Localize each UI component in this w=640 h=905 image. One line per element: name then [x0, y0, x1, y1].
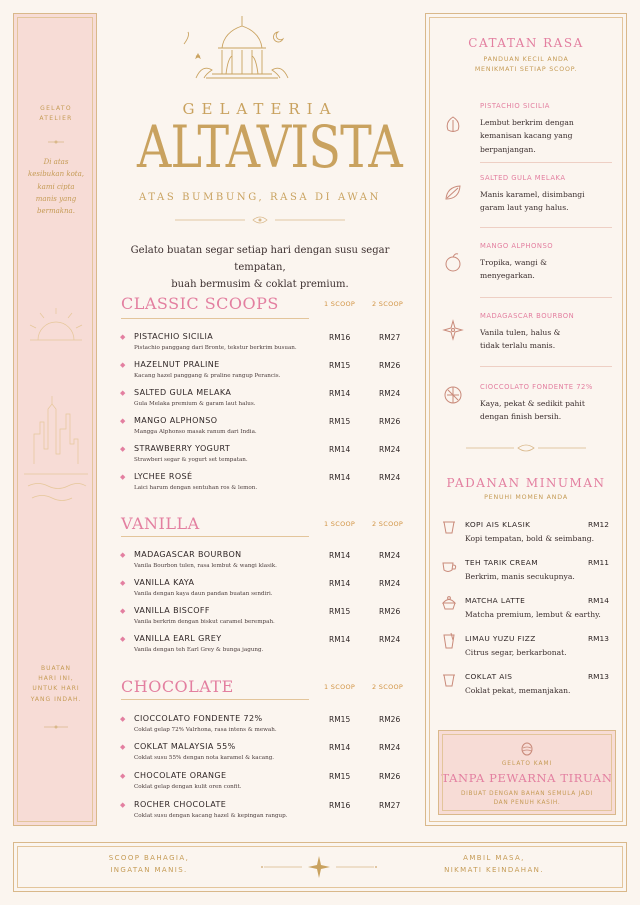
note-desc-line: Lembut berkrim dengan: [480, 118, 574, 127]
diamond-bullet-icon: ◆: [120, 333, 126, 341]
strip-script-line: Di atas: [43, 158, 69, 166]
note-rule: [480, 227, 612, 228]
note-desc-line: Manis karamel, disimbangi: [480, 190, 585, 199]
menu-item: [120, 800, 420, 826]
right-panel: [425, 13, 627, 826]
drink-desc: Coklat pekat, memanjakan.: [465, 686, 571, 695]
price-2scoop: RM24: [379, 445, 401, 454]
menu-item: [120, 360, 420, 386]
strip-script-line: kami cipta: [37, 182, 75, 191]
tasting-title: CATATAN RASA: [468, 36, 584, 50]
section-title-chocolate: CHOCOLATE: [121, 677, 234, 696]
brand-tagline: ATAS BUMBUNG, RASA DI AWAN: [139, 192, 381, 203]
menu-item: [120, 634, 420, 660]
drink-desc: Berkrim, manis secukupnya.: [465, 572, 575, 581]
note-desc-line: Vanila tulen, halus &: [480, 328, 561, 337]
price-1scoop: RM15: [329, 772, 351, 781]
strip-script-line: bermakna.: [37, 207, 75, 215]
intro-line: buah bermusim & coklat premium.: [171, 279, 349, 290]
diamond-bullet-icon: ◆: [120, 473, 126, 481]
price-1scoop: RM15: [329, 715, 351, 724]
note-desc: [480, 256, 610, 283]
cocoa-icon: [442, 384, 464, 406]
note-desc: [480, 397, 610, 424]
brand-small: GELATERIA: [182, 100, 338, 118]
price-2scoop: RM26: [379, 361, 401, 370]
note-desc-line: garam laut yang halus.: [480, 203, 569, 213]
drink-price: RM13: [588, 634, 609, 643]
item-name: VANILLA BISCOFF: [134, 606, 210, 615]
item-desc: Strawberi segar & yogurt set tempatan.: [134, 457, 248, 463]
strip-script-line: manis yang: [35, 194, 77, 203]
note-desc: [480, 116, 610, 156]
price-1scoop: RM16: [329, 333, 351, 342]
item-desc: Pistachio panggang dari Bronte, tekstur berkrim busuan.: [134, 345, 297, 351]
drink-name: COKLAT AIS: [465, 672, 513, 681]
leaf-icon: [442, 182, 464, 204]
note-desc: [480, 188, 610, 215]
note-desc-line: Tropika, wangi &: [480, 258, 547, 267]
strip-footer-line: HARI INI,: [38, 675, 74, 683]
menu-item: [120, 472, 420, 498]
col-head-2scoop: 2 SCOOP: [372, 520, 404, 528]
menu-item: [120, 606, 420, 632]
col-head-2scoop: 2 SCOOP: [372, 300, 404, 308]
intro-line: Gelato buatan segar setiap hari dengan susu segar tempatan,: [130, 245, 390, 273]
menu-item: [120, 388, 420, 414]
strip-divider-icon: [14, 137, 98, 147]
intro-text: [112, 242, 408, 293]
item-name: MANGO ALPHONSO: [134, 416, 218, 425]
menu-item: [120, 578, 420, 604]
item-desc: Mangga Alphonso masak ranum dari India.: [134, 429, 257, 435]
price-1scoop: RM14: [329, 635, 351, 644]
note-desc-line: dengan finish bersih.: [480, 412, 562, 422]
item-name: PISTACHIO SICILIA: [134, 332, 214, 341]
col-head-2scoop: 2 SCOOP: [372, 683, 404, 691]
menu-item: [120, 550, 420, 576]
footer-left: [94, 853, 204, 877]
item-name: CIOCCOLATO FONDENTE 72%: [134, 714, 263, 723]
strip-title-line: ATELIER: [39, 114, 73, 122]
item-name: LYCHEE ROSÉ: [134, 472, 193, 481]
drink-name: MATCHA LATTE: [465, 596, 526, 605]
note-name: MADAGASCAR BOURBON: [480, 312, 575, 320]
no-coloring-badge: [438, 730, 616, 815]
cup-icon: [440, 517, 458, 535]
price-1scoop: RM14: [329, 445, 351, 454]
diamond-bullet-icon: ◆: [120, 417, 126, 425]
drink-name: LIMAU YUZU FIZZ: [465, 634, 536, 643]
menu-item: [120, 332, 420, 358]
note-name: MANGO ALPHONSO: [480, 242, 554, 250]
note-rule: [480, 366, 612, 367]
strip-footer-line: YANG INDAH.: [30, 695, 82, 703]
note-desc: [480, 326, 610, 353]
strip-footer-line: BUATAN: [41, 665, 71, 672]
badge-sub: [439, 790, 615, 809]
note-desc-line: Kaya, pekat & sedikit pahit: [480, 399, 585, 408]
menu-item: [120, 742, 420, 768]
diamond-bullet-icon: ◆: [120, 743, 126, 751]
drink-desc: Kopi tempatan, bold & seimbang.: [465, 534, 595, 543]
tasting-sub-line: PANDUAN KECIL ANDA: [483, 56, 569, 63]
tasting-sub-line: MENIKMATI SETIAP SCOOP.: [474, 66, 578, 74]
drink-name: KOPI AIS KLASIK: [465, 520, 531, 529]
price-2scoop: RM26: [379, 772, 401, 781]
item-desc: Vanila Bourbon tulen, rasa lembut & wangi klasik.: [134, 563, 277, 569]
diamond-bullet-icon: ◆: [120, 389, 126, 397]
teacup-icon: [440, 557, 458, 575]
price-2scoop: RM24: [379, 579, 401, 588]
section-rule: [121, 318, 309, 319]
tasting-sub: [426, 55, 626, 75]
footer-right: [424, 853, 564, 877]
diamond-bullet-icon: ◆: [120, 579, 126, 587]
note-desc-line: kemanisan kacang yang: [480, 131, 573, 141]
star-divider-icon: [254, 853, 384, 881]
menu-item: [120, 416, 420, 442]
egg-icon: [519, 740, 535, 756]
item-desc: Laici harum dengan sentuhan ros & lemon.: [134, 485, 258, 491]
col-head-1scoop: 1 SCOOP: [324, 300, 356, 308]
drink-desc: Citrus segar, berkarbonat.: [465, 648, 567, 657]
item-name: MADAGASCAR BOURBON: [134, 550, 242, 559]
section-title-vanilla: VANILLA: [121, 514, 200, 533]
cup-icon: [440, 670, 458, 688]
footer-left-line: INGATAN MANIS.: [110, 865, 188, 874]
badge-sub-line: DAN PENUH KASIH.: [493, 800, 561, 807]
badge-title: TANPA PEWARNA TIRUAN: [441, 771, 613, 785]
item-desc: Coklat susu 55% dengan nota karamel & kacang.: [134, 755, 275, 761]
item-name: SALTED GULA MELAKA: [134, 388, 232, 397]
item-desc: Vanila berkrim dengan biskut caramel berempah.: [134, 619, 275, 625]
price-2scoop: RM26: [379, 417, 401, 426]
price-1scoop: RM14: [329, 743, 351, 752]
flower-icon: [442, 319, 464, 341]
footer-band: [13, 842, 627, 892]
col-head-1scoop: 1 SCOOP: [324, 683, 356, 691]
gazebo-dome-icon: [166, 12, 316, 92]
leaf-icon: [442, 114, 464, 136]
strip-title-line: GELATO: [40, 105, 72, 112]
item-desc: Kacang hazel panggang & praline rangup Perancis.: [134, 373, 281, 379]
price-1scoop: RM14: [329, 389, 351, 398]
price-1scoop: RM14: [329, 551, 351, 560]
item-desc: Coklat gelap 72% Valrhona, rasa intens & mewah.: [134, 727, 277, 733]
note-name: CIOCCOLATO FONDENTE 72%: [480, 383, 593, 391]
section-title-classic: CLASSIC SCOOPS: [121, 294, 279, 313]
note-desc-line: berpanjangan.: [480, 144, 536, 154]
item-desc: Coklat gelap dengan kulit oren confit.: [134, 784, 242, 790]
price-2scoop: RM24: [379, 389, 401, 398]
item-name: HAZELNUT PRALINE: [134, 360, 220, 369]
price-2scoop: RM26: [379, 715, 401, 724]
strip-footer: [14, 664, 98, 705]
price-1scoop: RM14: [329, 579, 351, 588]
glass-icon: [440, 632, 458, 650]
section-rule: [121, 699, 309, 700]
price-1scoop: RM16: [329, 801, 351, 810]
footer-left-line: SCOOP BAHAGIA,: [108, 854, 190, 862]
drink-price: RM14: [588, 596, 609, 605]
item-desc: Vanila dengan teh Earl Grey & bunga jagung.: [134, 647, 264, 653]
drink-desc: Matcha premium, lembut & earthy.: [465, 610, 601, 619]
note-rule: [480, 162, 612, 163]
menu-item: [120, 444, 420, 470]
panel-divider-icon: [466, 442, 586, 454]
left-decor-strip: [13, 13, 97, 826]
note-rule: [480, 297, 612, 298]
item-name: VANILLA KAYA: [134, 578, 195, 587]
badge-sub-line: DIBUAT DENGAN BAHAN SEMULA JADI: [460, 791, 594, 797]
note-name: SALTED GULA MELAKA: [480, 174, 566, 182]
price-2scoop: RM24: [379, 635, 401, 644]
item-name: STRAWBERRY YOGURT: [134, 444, 231, 453]
price-2scoop: RM27: [379, 333, 401, 342]
price-2scoop: RM26: [379, 607, 401, 616]
price-2scoop: RM27: [379, 801, 401, 810]
diamond-bullet-icon: ◆: [120, 635, 126, 643]
diamond-bullet-icon: ◆: [120, 361, 126, 369]
price-2scoop: RM24: [379, 473, 401, 482]
diamond-bullet-icon: ◆: [120, 772, 126, 780]
sun-skyline-icon: [14, 304, 98, 534]
strip-footer-line: UNTUK HARI: [32, 685, 80, 693]
item-name: ROCHER CHOCOLATE: [134, 800, 227, 809]
price-1scoop: RM14: [329, 473, 351, 482]
drinks-sub: PENUHI MOMEN ANDA: [484, 494, 568, 501]
strip-script-line: kesibukan kota,: [27, 170, 85, 179]
drink-name: TEH TARIK CREAM: [465, 558, 538, 567]
price-1scoop: RM15: [329, 361, 351, 370]
strip-footer-divider-icon: [14, 722, 98, 732]
section-rule: [121, 536, 309, 537]
diamond-bullet-icon: ◆: [120, 801, 126, 809]
diamond-bullet-icon: ◆: [120, 715, 126, 723]
footer-right-line: NIKMATI KEINDAHAN.: [444, 865, 544, 874]
diamond-bullet-icon: ◆: [120, 607, 126, 615]
drink-price: RM13: [588, 672, 609, 681]
badge-small: GELATO KAMI: [501, 761, 553, 767]
brand-title: ALTAVISTA: [137, 113, 402, 181]
col-head-1scoop: 1 SCOOP: [324, 520, 356, 528]
item-name: VANILLA EARL GREY: [134, 634, 222, 643]
note-desc-line: tidak terlalu manis.: [480, 341, 556, 351]
strip-script: [14, 156, 98, 217]
header-divider-icon: [175, 214, 345, 226]
item-name: COKLAT MALAYSIA 55%: [134, 742, 236, 751]
diamond-bullet-icon: ◆: [120, 445, 126, 453]
drinks-title: PADANAN MINUMAN: [446, 476, 606, 490]
note-desc-line: menyegarkan.: [480, 271, 535, 281]
price-1scoop: RM15: [329, 607, 351, 616]
item-name: CHOCOLATE ORANGE: [134, 771, 227, 780]
item-desc: Vanila dengan kaya daun pandan buatan sendiri.: [134, 591, 273, 597]
menu-item: [120, 714, 420, 740]
bowl-icon: [440, 594, 458, 612]
diamond-bullet-icon: ◆: [120, 551, 126, 559]
drink-price: RM11: [588, 558, 609, 567]
strip-title: [14, 104, 98, 123]
mango-icon: [442, 252, 464, 274]
menu-item: [120, 771, 420, 797]
item-desc: Gula Melaka premium & garam laut halus.: [134, 401, 256, 407]
price-2scoop: RM24: [379, 743, 401, 752]
price-2scoop: RM24: [379, 551, 401, 560]
item-desc: Coklat susu dengan kacang hazel & kepingan rangup.: [134, 813, 288, 819]
drink-price: RM12: [588, 520, 609, 529]
price-1scoop: RM15: [329, 417, 351, 426]
note-name: PISTACHIO SICILIA: [480, 102, 550, 110]
footer-right-line: AMBIL MASA,: [463, 854, 525, 862]
